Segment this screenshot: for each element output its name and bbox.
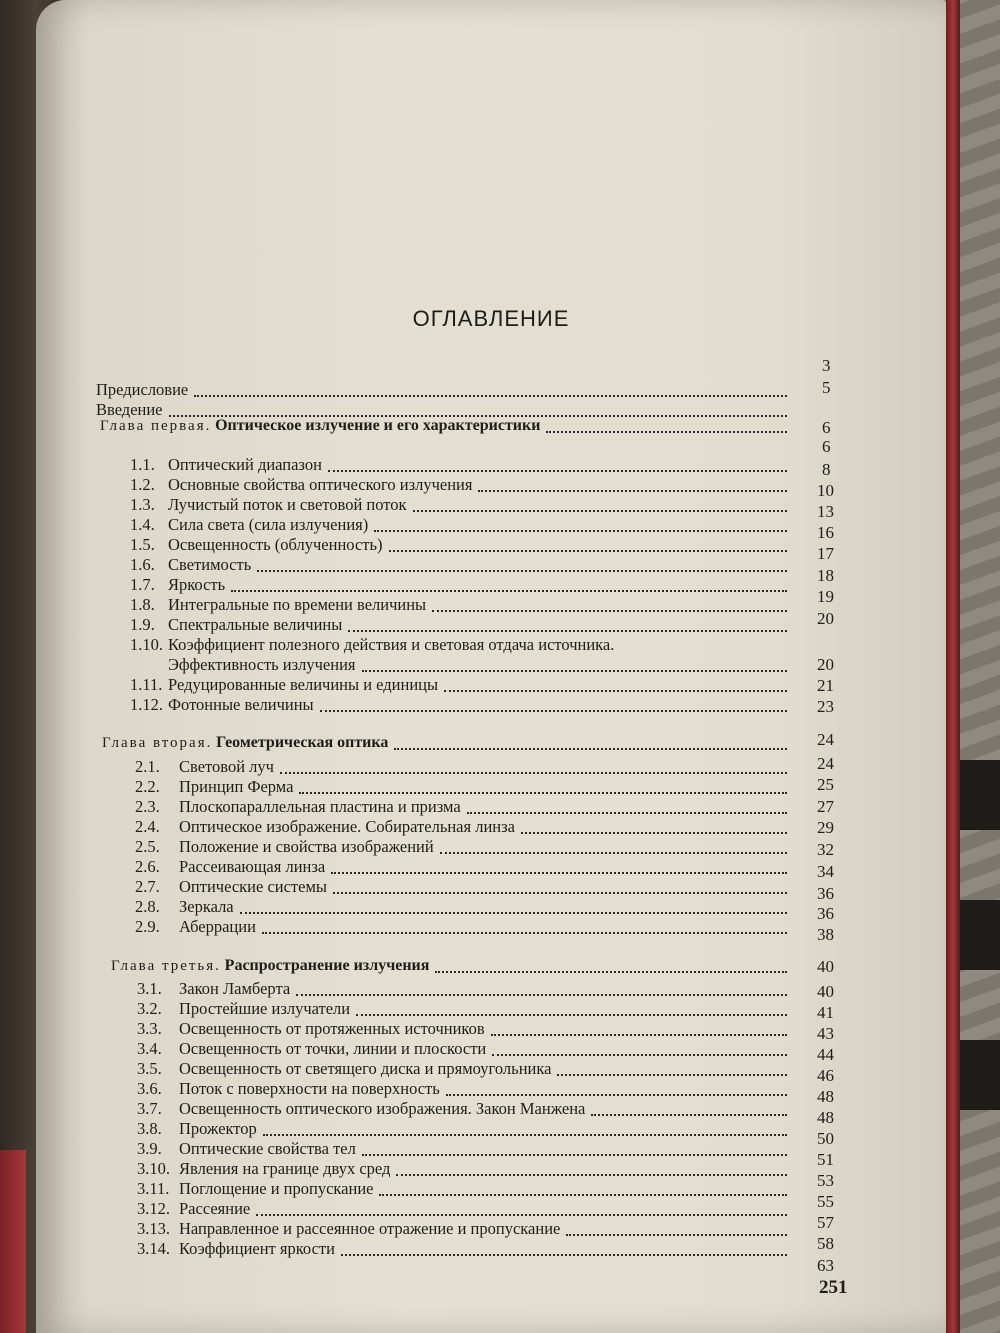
section-number: 3.1. bbox=[137, 979, 162, 998]
section-label: Поглощение и пропускание bbox=[179, 1179, 374, 1198]
toc-section bbox=[137, 1159, 390, 1179]
section-number: 2.6. bbox=[135, 857, 160, 876]
section-label: Сила света (сила излучения) bbox=[168, 515, 369, 534]
page-ref: 10 bbox=[817, 481, 834, 500]
section-label: Плоскопараллельная пластина и призма bbox=[179, 797, 461, 816]
chapter-title: Оптическое излучение и его характеристики bbox=[215, 417, 541, 434]
toc-section bbox=[130, 635, 614, 655]
page-ref: 43 bbox=[817, 1024, 834, 1043]
chapter-title: Геометрическая оптика bbox=[216, 734, 389, 751]
toc-section bbox=[130, 475, 472, 495]
page-ref: 48 bbox=[817, 1108, 834, 1127]
section-label: Спектральные величины bbox=[168, 615, 343, 634]
section-number: 1.5. bbox=[130, 535, 155, 554]
toc-chapter-heading bbox=[100, 416, 540, 436]
toc-entry bbox=[96, 380, 188, 400]
toc-section bbox=[137, 1019, 485, 1039]
book-cover-corner bbox=[0, 1150, 26, 1333]
section-number: 2.8. bbox=[135, 897, 160, 916]
page-ref: 18 bbox=[817, 566, 834, 585]
section-label: Освещенность от точки, линии и плоскости bbox=[179, 1039, 487, 1058]
page-ref: 44 bbox=[817, 1045, 834, 1064]
toc-chapter-heading bbox=[102, 733, 388, 753]
toc-section bbox=[135, 897, 234, 917]
toc-section bbox=[130, 595, 426, 615]
toc-section bbox=[137, 1139, 356, 1159]
section-label: Освещенность оптического изображения. Закон Манжена bbox=[179, 1099, 586, 1118]
page-ref: 25 bbox=[817, 775, 834, 794]
section-label: Прожектор bbox=[179, 1119, 257, 1138]
section-number: 2.9. bbox=[135, 917, 160, 936]
page-ref: 24 bbox=[817, 730, 834, 749]
toc-section bbox=[130, 455, 322, 475]
dot-leader bbox=[341, 1254, 787, 1256]
page-ref: 50 bbox=[817, 1129, 834, 1148]
dot-leader bbox=[557, 1074, 787, 1076]
page-ref: 21 bbox=[817, 676, 834, 695]
toc-section bbox=[137, 1239, 335, 1259]
page-ref: 34 bbox=[817, 862, 834, 881]
section-label: Коэффициент яркости bbox=[179, 1239, 335, 1258]
dot-leader bbox=[194, 395, 787, 397]
chapter-prefix: Глава первая. bbox=[100, 418, 212, 434]
section-number: 3.5. bbox=[137, 1059, 162, 1078]
toc-section bbox=[130, 515, 368, 535]
toc-section bbox=[137, 1039, 486, 1059]
section-number: 3.8. bbox=[137, 1119, 162, 1138]
dot-leader bbox=[362, 670, 787, 672]
section-number: 3.6. bbox=[137, 1079, 162, 1098]
dot-leader bbox=[591, 1114, 787, 1116]
section-number: 1.11. bbox=[130, 675, 163, 694]
page-ref: 17 bbox=[817, 544, 834, 563]
dot-leader bbox=[280, 772, 787, 774]
section-label: Закон Ламберта bbox=[179, 979, 291, 998]
dot-leader bbox=[299, 792, 787, 794]
toc-section bbox=[135, 877, 327, 897]
dot-leader bbox=[362, 1154, 787, 1156]
dot-leader bbox=[256, 1214, 787, 1216]
toc-section bbox=[135, 777, 293, 797]
section-number: 1.6. bbox=[130, 555, 155, 574]
dot-leader bbox=[257, 570, 787, 572]
section-number: 2.4. bbox=[135, 817, 160, 836]
toc-section bbox=[137, 1179, 373, 1199]
dot-leader bbox=[396, 1174, 787, 1176]
section-number: 3.7. bbox=[137, 1099, 162, 1118]
book-cover-edge bbox=[946, 0, 960, 1333]
page-ref: 40 bbox=[817, 957, 834, 976]
page-title: ОГЛАВЛЕНИЕ bbox=[412, 306, 570, 331]
section-label: Освещенность от протяженных источников bbox=[179, 1019, 485, 1038]
page-ref: 63 bbox=[817, 1256, 834, 1275]
page-ref: 19 bbox=[817, 587, 834, 606]
section-number: 3.13. bbox=[137, 1219, 170, 1238]
toc-section bbox=[135, 837, 434, 857]
toc-section bbox=[137, 1199, 250, 1219]
page-ref: 5 bbox=[822, 378, 831, 397]
section-label: Лучистый поток и световой поток bbox=[168, 495, 407, 514]
chapter-title: Распространение излучения bbox=[224, 957, 430, 974]
toc-section bbox=[130, 555, 251, 575]
page-ref: 57 bbox=[817, 1213, 834, 1232]
page-ref: 40 bbox=[817, 982, 834, 1001]
section-number: 2.7. bbox=[135, 877, 160, 896]
dot-leader bbox=[320, 710, 787, 712]
chapter-prefix: Глава третья. bbox=[111, 958, 221, 974]
page-ref: 13 bbox=[817, 502, 834, 521]
dot-leader bbox=[394, 748, 787, 750]
dot-leader bbox=[231, 590, 787, 592]
page-ref: 36 bbox=[817, 884, 834, 903]
dot-leader bbox=[374, 530, 787, 532]
toc-section bbox=[137, 1079, 440, 1099]
section-label: Зеркала bbox=[179, 897, 234, 916]
page-ref: 58 bbox=[817, 1234, 834, 1253]
section-label: Оптические свойства тел bbox=[179, 1139, 356, 1158]
dot-leader bbox=[432, 610, 787, 612]
section-label: Освещенность (облученность) bbox=[168, 535, 383, 554]
section-label: Светимость bbox=[168, 555, 252, 574]
dot-leader bbox=[467, 812, 787, 814]
dot-leader bbox=[333, 892, 787, 894]
toc-section bbox=[130, 695, 314, 715]
section-label: Направленное и рассеянное отражение и пропускание bbox=[179, 1219, 561, 1238]
section-number: 2.1. bbox=[135, 757, 160, 776]
toc-section bbox=[135, 817, 515, 837]
toc-section bbox=[130, 675, 438, 695]
page-ref: 24 bbox=[817, 754, 834, 773]
toc-section bbox=[130, 535, 383, 555]
dot-leader bbox=[440, 852, 787, 854]
section-label: Основные свойства оптического излучения bbox=[168, 475, 473, 494]
section-number: 3.12. bbox=[137, 1199, 170, 1218]
section-number: 2.2. bbox=[135, 777, 160, 796]
section-label: Принцип Ферма bbox=[179, 777, 294, 796]
section-number: 3.9. bbox=[137, 1139, 162, 1158]
section-label: Оптические системы bbox=[179, 877, 327, 896]
toc-entry-label: Введение bbox=[96, 400, 163, 419]
page-ref: 38 bbox=[817, 925, 834, 944]
section-number: 2.5. bbox=[135, 837, 160, 856]
section-label: Редуцированные величины и единицы bbox=[168, 675, 439, 694]
page-ref: 16 bbox=[817, 523, 834, 542]
dot-leader bbox=[328, 470, 787, 472]
toc-section bbox=[130, 495, 407, 515]
toc-section bbox=[137, 1099, 585, 1119]
toc-section bbox=[137, 1059, 551, 1079]
toc-section bbox=[135, 797, 461, 817]
toc-section bbox=[135, 757, 274, 777]
dot-leader bbox=[296, 994, 787, 996]
page-ref: 6 bbox=[822, 437, 831, 456]
dot-leader bbox=[240, 912, 787, 914]
table-of-contents bbox=[36, 0, 946, 1333]
section-label: Оптическое изображение. Собирательная линза bbox=[179, 817, 515, 836]
toc-entry-label: Предисловие bbox=[96, 380, 189, 399]
page-ref: 29 bbox=[817, 818, 834, 837]
section-label: Явления на границе двух сред bbox=[179, 1159, 391, 1178]
section-label: Рассеивающая линза bbox=[179, 857, 326, 876]
section-number: 1.9. bbox=[130, 615, 155, 634]
dot-leader bbox=[566, 1234, 787, 1236]
toc-section bbox=[135, 917, 256, 937]
toc-section bbox=[130, 575, 225, 595]
page-ref: 48 bbox=[817, 1087, 834, 1106]
page-ref: 51 bbox=[817, 1150, 834, 1169]
section-number: 3.4. bbox=[137, 1039, 162, 1058]
page-ref: 36 bbox=[817, 904, 834, 923]
section-number: 1.12. bbox=[130, 695, 163, 714]
dot-leader bbox=[356, 1014, 787, 1016]
page-ref: 6 bbox=[822, 418, 831, 437]
toc-chapter-heading bbox=[111, 956, 429, 976]
page-ref: 23 bbox=[817, 697, 834, 716]
dot-leader bbox=[546, 431, 787, 433]
page-ref: 32 bbox=[817, 840, 834, 859]
dot-leader bbox=[331, 872, 787, 874]
section-label: Простейшие излучатели bbox=[179, 999, 351, 1018]
section-label: Яркость bbox=[168, 575, 226, 594]
dot-leader bbox=[492, 1054, 787, 1056]
section-label: Рассеяние bbox=[179, 1199, 251, 1218]
page-ref: 8 bbox=[822, 460, 831, 479]
page-ref: 46 bbox=[817, 1066, 834, 1085]
dot-leader bbox=[389, 550, 787, 552]
section-number: 3.14. bbox=[137, 1239, 170, 1258]
page-ref: 41 bbox=[817, 1003, 834, 1022]
toc-section-continued bbox=[130, 655, 356, 675]
dot-leader bbox=[262, 932, 787, 934]
toc-section bbox=[135, 857, 325, 877]
section-number: 1.10. bbox=[130, 635, 163, 654]
toc-section bbox=[137, 1219, 560, 1239]
section-number: 3.3. bbox=[137, 1019, 162, 1038]
page-number: 251 bbox=[819, 1277, 848, 1298]
toc-section bbox=[137, 1119, 257, 1139]
section-label: Коэффициент полезного действия и световая отдача источника. bbox=[168, 635, 615, 654]
section-number: 3.2. bbox=[137, 999, 162, 1018]
dot-leader bbox=[379, 1194, 787, 1196]
page-ref: 53 bbox=[817, 1171, 834, 1190]
page-ref: 27 bbox=[817, 797, 834, 816]
toc-section bbox=[137, 999, 350, 1019]
page-ref: 3 bbox=[822, 356, 831, 375]
section-label: Фотонные величины bbox=[168, 695, 314, 714]
dot-leader bbox=[446, 1094, 787, 1096]
section-number: 3.11. bbox=[137, 1179, 170, 1198]
dot-leader bbox=[435, 971, 787, 973]
dot-leader bbox=[444, 690, 787, 692]
section-number: 1.2. bbox=[130, 475, 155, 494]
dot-leader bbox=[478, 490, 787, 492]
toc-section bbox=[137, 979, 290, 999]
book-page bbox=[36, 0, 946, 1333]
section-number: 1.8. bbox=[130, 595, 155, 614]
section-number: 1.4. bbox=[130, 515, 155, 534]
section-label: Оптический диапазон bbox=[168, 455, 322, 474]
section-label: Положение и свойства изображений bbox=[179, 837, 434, 856]
section-number: 1.1. bbox=[130, 455, 155, 474]
dot-leader bbox=[348, 630, 787, 632]
chapter-prefix: Глава вторая. bbox=[102, 735, 213, 751]
section-label: Интегральные по времени величины bbox=[168, 595, 427, 614]
section-label: Освещенность от светящего диска и прямоугольника bbox=[179, 1059, 552, 1078]
dot-leader bbox=[521, 832, 787, 834]
toc-section bbox=[130, 615, 342, 635]
section-label-continued: Эффективность излучения bbox=[168, 655, 356, 674]
section-number: 1.7. bbox=[130, 575, 155, 594]
page-ref: 20 bbox=[817, 655, 834, 674]
section-number: 3.10. bbox=[137, 1159, 170, 1178]
section-label: Поток с поверхности на поверхность bbox=[179, 1079, 440, 1098]
section-label: Аберрации bbox=[179, 917, 256, 936]
section-label: Световой луч bbox=[179, 757, 274, 776]
section-number: 2.3. bbox=[135, 797, 160, 816]
page-ref: 55 bbox=[817, 1192, 834, 1211]
dot-leader bbox=[263, 1134, 787, 1136]
dot-leader bbox=[413, 510, 787, 512]
page-ref: 20 bbox=[817, 609, 834, 628]
dot-leader bbox=[491, 1034, 787, 1036]
section-number: 1.3. bbox=[130, 495, 155, 514]
